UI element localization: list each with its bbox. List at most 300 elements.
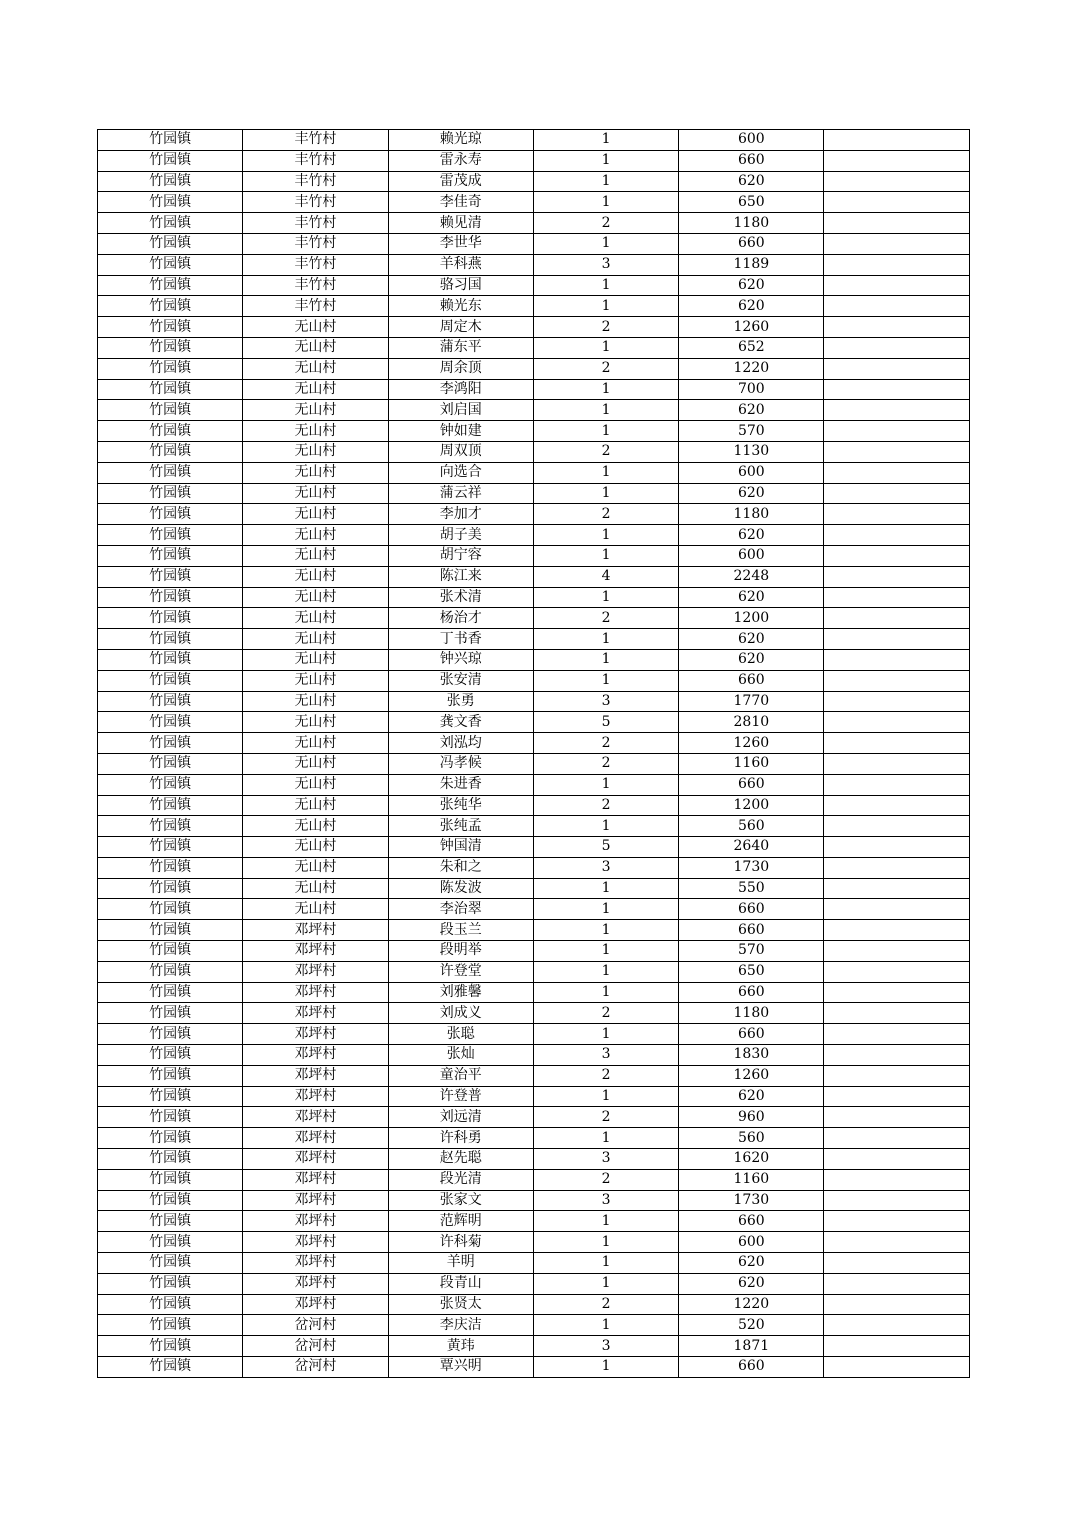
table-row (98, 691, 970, 712)
village-cell: 无山村 (243, 670, 388, 691)
amount-cell: 1260 (679, 1065, 824, 1086)
table-row (98, 317, 970, 338)
table-row (98, 504, 970, 525)
name-cell: 胡宁容 (388, 545, 533, 566)
village-cell: 岔河村 (243, 1315, 388, 1336)
town-cell: 竹园镇 (98, 629, 243, 650)
table-row (98, 525, 970, 546)
count-cell: 1 (533, 1253, 678, 1274)
town-cell: 竹园镇 (98, 525, 243, 546)
count-cell: 1 (533, 920, 678, 941)
town-cell: 竹园镇 (98, 961, 243, 982)
table-row (98, 1128, 970, 1149)
table-row (98, 795, 970, 816)
count-cell: 2 (533, 1169, 678, 1190)
town-cell: 竹园镇 (98, 733, 243, 754)
amount-cell: 2640 (679, 837, 824, 858)
name-cell: 雷茂成 (388, 171, 533, 192)
remark-cell (824, 837, 969, 858)
table-row (98, 587, 970, 608)
table-row (98, 400, 970, 421)
count-cell: 1 (533, 171, 678, 192)
table-row (98, 1273, 970, 1294)
table-row (98, 171, 970, 192)
village-cell: 邓坪村 (243, 1086, 388, 1107)
count-cell: 2 (533, 504, 678, 525)
town-cell: 竹园镇 (98, 1253, 243, 1274)
count-cell: 2 (533, 1294, 678, 1315)
town-cell: 竹园镇 (98, 504, 243, 525)
village-cell: 无山村 (243, 337, 388, 358)
village-cell: 丰竹村 (243, 296, 388, 317)
town-cell: 竹园镇 (98, 1003, 243, 1024)
amount-cell: 620 (679, 171, 824, 192)
table-row (98, 649, 970, 670)
count-cell: 2 (533, 1065, 678, 1086)
name-cell: 陈发波 (388, 878, 533, 899)
name-cell: 骆习国 (388, 275, 533, 296)
table-row (98, 150, 970, 171)
name-cell: 向选合 (388, 462, 533, 483)
name-cell: 李鸿阳 (388, 379, 533, 400)
count-cell: 1 (533, 878, 678, 899)
table-row (98, 961, 970, 982)
count-cell: 2 (533, 733, 678, 754)
table-row (98, 816, 970, 837)
amount-cell: 660 (679, 899, 824, 920)
name-cell: 周定木 (388, 317, 533, 338)
count-cell: 2 (533, 608, 678, 629)
count-cell: 2 (533, 317, 678, 338)
remark-cell (824, 462, 969, 483)
amount-cell: 700 (679, 379, 824, 400)
name-cell: 李治翠 (388, 899, 533, 920)
count-cell: 2 (533, 358, 678, 379)
name-cell: 张安清 (388, 670, 533, 691)
remark-cell (824, 1336, 969, 1357)
count-cell: 2 (533, 795, 678, 816)
table-row (98, 275, 970, 296)
village-cell: 邓坪村 (243, 1065, 388, 1086)
village-cell: 邓坪村 (243, 1128, 388, 1149)
remark-cell (824, 525, 969, 546)
table-row (98, 774, 970, 795)
table-row (98, 670, 970, 691)
amount-cell: 1220 (679, 1294, 824, 1315)
village-cell: 无山村 (243, 587, 388, 608)
remark-cell (824, 753, 969, 774)
count-cell: 3 (533, 1336, 678, 1357)
name-cell: 李加才 (388, 504, 533, 525)
table-row (98, 1149, 970, 1170)
remark-cell (824, 920, 969, 941)
town-cell: 竹园镇 (98, 1273, 243, 1294)
remark-cell (824, 941, 969, 962)
name-cell: 蒲东平 (388, 337, 533, 358)
count-cell: 1 (533, 1232, 678, 1253)
remark-cell (824, 733, 969, 754)
remark-cell (824, 358, 969, 379)
village-cell: 岔河村 (243, 1336, 388, 1357)
count-cell: 1 (533, 130, 678, 151)
amount-cell: 660 (679, 774, 824, 795)
town-cell: 竹园镇 (98, 566, 243, 587)
name-cell: 刘启国 (388, 400, 533, 421)
amount-cell: 600 (679, 130, 824, 151)
count-cell: 5 (533, 712, 678, 733)
table-row (98, 753, 970, 774)
town-cell: 竹园镇 (98, 275, 243, 296)
amount-cell: 1180 (679, 504, 824, 525)
table-row (98, 483, 970, 504)
village-cell: 无山村 (243, 483, 388, 504)
remark-cell (824, 1315, 969, 1336)
town-cell: 竹园镇 (98, 233, 243, 254)
count-cell: 2 (533, 441, 678, 462)
remark-cell (824, 899, 969, 920)
remark-cell (824, 1128, 969, 1149)
town-cell: 竹园镇 (98, 462, 243, 483)
village-cell: 邓坪村 (243, 1190, 388, 1211)
amount-cell: 620 (679, 587, 824, 608)
data-table (97, 129, 970, 1378)
table-row (98, 982, 970, 1003)
village-cell: 邓坪村 (243, 920, 388, 941)
remark-cell (824, 1065, 969, 1086)
count-cell: 1 (533, 1128, 678, 1149)
remark-cell (824, 400, 969, 421)
table-row (98, 920, 970, 941)
amount-cell: 652 (679, 337, 824, 358)
table-row (98, 878, 970, 899)
amount-cell: 1871 (679, 1336, 824, 1357)
amount-cell: 1200 (679, 608, 824, 629)
village-cell: 无山村 (243, 691, 388, 712)
table-row (98, 1003, 970, 1024)
remark-cell (824, 483, 969, 504)
name-cell: 刘雅馨 (388, 982, 533, 1003)
village-cell: 无山村 (243, 857, 388, 878)
count-cell: 1 (533, 1024, 678, 1045)
name-cell: 李世华 (388, 233, 533, 254)
name-cell: 李佳奇 (388, 192, 533, 213)
count-cell: 1 (533, 1357, 678, 1378)
remark-cell (824, 961, 969, 982)
town-cell: 竹园镇 (98, 150, 243, 171)
name-cell: 张贤太 (388, 1294, 533, 1315)
amount-cell: 1160 (679, 1169, 824, 1190)
remark-cell (824, 712, 969, 733)
town-cell: 竹园镇 (98, 753, 243, 774)
remark-cell (824, 629, 969, 650)
count-cell: 1 (533, 774, 678, 795)
town-cell: 竹园镇 (98, 899, 243, 920)
name-cell: 钟兴琼 (388, 649, 533, 670)
amount-cell: 1130 (679, 441, 824, 462)
village-cell: 无山村 (243, 400, 388, 421)
town-cell: 竹园镇 (98, 483, 243, 504)
count-cell: 1 (533, 379, 678, 400)
village-cell: 邓坪村 (243, 1232, 388, 1253)
table-row (98, 837, 970, 858)
remark-cell (824, 1357, 969, 1378)
village-cell: 邓坪村 (243, 1211, 388, 1232)
remark-cell (824, 649, 969, 670)
village-cell: 丰竹村 (243, 275, 388, 296)
amount-cell: 560 (679, 816, 824, 837)
village-cell: 丰竹村 (243, 192, 388, 213)
name-cell: 赖光东 (388, 296, 533, 317)
amount-cell: 1620 (679, 1149, 824, 1170)
village-cell: 邓坪村 (243, 982, 388, 1003)
count-cell: 1 (533, 629, 678, 650)
remark-cell (824, 857, 969, 878)
remark-cell (824, 213, 969, 234)
village-cell: 邓坪村 (243, 1294, 388, 1315)
name-cell: 段明举 (388, 941, 533, 962)
village-cell: 丰竹村 (243, 254, 388, 275)
count-cell: 1 (533, 1086, 678, 1107)
count-cell: 1 (533, 421, 678, 442)
count-cell: 1 (533, 982, 678, 1003)
remark-cell (824, 254, 969, 275)
remark-cell (824, 1107, 969, 1128)
count-cell: 1 (533, 670, 678, 691)
remark-cell (824, 1253, 969, 1274)
table-row (98, 1211, 970, 1232)
town-cell: 竹园镇 (98, 774, 243, 795)
amount-cell: 1200 (679, 795, 824, 816)
town-cell: 竹园镇 (98, 1294, 243, 1315)
name-cell: 张灿 (388, 1045, 533, 1066)
amount-cell: 620 (679, 649, 824, 670)
table-row (98, 1232, 970, 1253)
table-row (98, 1045, 970, 1066)
remark-cell (824, 1211, 969, 1232)
count-cell: 5 (533, 837, 678, 858)
amount-cell: 570 (679, 941, 824, 962)
town-cell: 竹园镇 (98, 171, 243, 192)
remark-cell (824, 795, 969, 816)
amount-cell: 650 (679, 961, 824, 982)
amount-cell: 620 (679, 1086, 824, 1107)
village-cell: 无山村 (243, 774, 388, 795)
name-cell: 刘成义 (388, 1003, 533, 1024)
amount-cell: 620 (679, 275, 824, 296)
name-cell: 羊明 (388, 1253, 533, 1274)
name-cell: 段光清 (388, 1169, 533, 1190)
remark-cell (824, 608, 969, 629)
amount-cell: 1260 (679, 733, 824, 754)
name-cell: 许科勇 (388, 1128, 533, 1149)
town-cell: 竹园镇 (98, 941, 243, 962)
amount-cell: 1730 (679, 857, 824, 878)
name-cell: 张纯孟 (388, 816, 533, 837)
amount-cell: 1260 (679, 317, 824, 338)
town-cell: 竹园镇 (98, 1357, 243, 1378)
count-cell: 1 (533, 899, 678, 920)
remark-cell (824, 1045, 969, 1066)
remark-cell (824, 1149, 969, 1170)
village-cell: 邓坪村 (243, 1273, 388, 1294)
table-row (98, 629, 970, 650)
village-cell: 无山村 (243, 379, 388, 400)
village-cell: 丰竹村 (243, 130, 388, 151)
remark-cell (824, 171, 969, 192)
table-row (98, 337, 970, 358)
town-cell: 竹园镇 (98, 982, 243, 1003)
amount-cell: 600 (679, 1232, 824, 1253)
remark-cell (824, 192, 969, 213)
name-cell: 钟国清 (388, 837, 533, 858)
remark-cell (824, 379, 969, 400)
village-cell: 无山村 (243, 525, 388, 546)
remark-cell (824, 1086, 969, 1107)
village-cell: 无山村 (243, 837, 388, 858)
remark-cell (824, 1273, 969, 1294)
table-row (98, 441, 970, 462)
count-cell: 1 (533, 816, 678, 837)
village-cell: 丰竹村 (243, 233, 388, 254)
remark-cell (824, 1169, 969, 1190)
count-cell: 1 (533, 296, 678, 317)
remark-cell (824, 691, 969, 712)
remark-cell (824, 275, 969, 296)
amount-cell: 1220 (679, 358, 824, 379)
amount-cell: 520 (679, 1315, 824, 1336)
count-cell: 3 (533, 691, 678, 712)
remark-cell (824, 545, 969, 566)
town-cell: 竹园镇 (98, 1024, 243, 1045)
name-cell: 许登普 (388, 1086, 533, 1107)
town-cell: 竹园镇 (98, 649, 243, 670)
table-row (98, 1294, 970, 1315)
town-cell: 竹园镇 (98, 130, 243, 151)
table-row (98, 941, 970, 962)
name-cell: 段青山 (388, 1273, 533, 1294)
town-cell: 竹园镇 (98, 1149, 243, 1170)
name-cell: 张聪 (388, 1024, 533, 1045)
amount-cell: 560 (679, 1128, 824, 1149)
village-cell: 无山村 (243, 649, 388, 670)
table-row (98, 1357, 970, 1378)
remark-cell (824, 1003, 969, 1024)
amount-cell: 660 (679, 1357, 824, 1378)
amount-cell: 660 (679, 233, 824, 254)
amount-cell: 660 (679, 670, 824, 691)
table-row (98, 857, 970, 878)
remark-cell (824, 1024, 969, 1045)
name-cell: 童治平 (388, 1065, 533, 1086)
town-cell: 竹园镇 (98, 1107, 243, 1128)
name-cell: 范辉明 (388, 1211, 533, 1232)
count-cell: 1 (533, 1315, 678, 1336)
town-cell: 竹园镇 (98, 400, 243, 421)
count-cell: 1 (533, 337, 678, 358)
table-row (98, 296, 970, 317)
village-cell: 邓坪村 (243, 941, 388, 962)
remark-cell (824, 587, 969, 608)
amount-cell: 600 (679, 545, 824, 566)
name-cell: 朱进香 (388, 774, 533, 795)
name-cell: 周双顶 (388, 441, 533, 462)
town-cell: 竹园镇 (98, 795, 243, 816)
town-cell: 竹园镇 (98, 1232, 243, 1253)
name-cell: 段玉兰 (388, 920, 533, 941)
table-row (98, 733, 970, 754)
name-cell: 羊科燕 (388, 254, 533, 275)
town-cell: 竹园镇 (98, 837, 243, 858)
town-cell: 竹园镇 (98, 1190, 243, 1211)
amount-cell: 620 (679, 1253, 824, 1274)
count-cell: 1 (533, 1211, 678, 1232)
name-cell: 冯孝候 (388, 753, 533, 774)
town-cell: 竹园镇 (98, 1211, 243, 1232)
name-cell: 蒲云祥 (388, 483, 533, 504)
amount-cell: 1830 (679, 1045, 824, 1066)
name-cell: 黄玮 (388, 1336, 533, 1357)
amount-cell: 570 (679, 421, 824, 442)
village-cell: 无山村 (243, 421, 388, 442)
table-row (98, 1024, 970, 1045)
town-cell: 竹园镇 (98, 712, 243, 733)
count-cell: 1 (533, 150, 678, 171)
remark-cell (824, 1294, 969, 1315)
table-row (98, 566, 970, 587)
village-cell: 邓坪村 (243, 1024, 388, 1045)
remark-cell (824, 421, 969, 442)
table-body (98, 130, 970, 1378)
town-cell: 竹园镇 (98, 317, 243, 338)
count-cell: 1 (533, 525, 678, 546)
table-row (98, 379, 970, 400)
amount-cell: 660 (679, 150, 824, 171)
village-cell: 岔河村 (243, 1357, 388, 1378)
amount-cell: 960 (679, 1107, 824, 1128)
name-cell: 刘泓均 (388, 733, 533, 754)
amount-cell: 660 (679, 1024, 824, 1045)
count-cell: 1 (533, 483, 678, 504)
amount-cell: 660 (679, 1211, 824, 1232)
remark-cell (824, 566, 969, 587)
town-cell: 竹园镇 (98, 379, 243, 400)
count-cell: 1 (533, 961, 678, 982)
amount-cell: 620 (679, 1273, 824, 1294)
count-cell: 1 (533, 545, 678, 566)
remark-cell (824, 816, 969, 837)
name-cell: 张纯华 (388, 795, 533, 816)
remark-cell (824, 774, 969, 795)
table-row (98, 1253, 970, 1274)
count-cell: 1 (533, 649, 678, 670)
table-row (98, 608, 970, 629)
count-cell: 1 (533, 1273, 678, 1294)
table-row (98, 421, 970, 442)
village-cell: 丰竹村 (243, 150, 388, 171)
amount-cell: 620 (679, 629, 824, 650)
village-cell: 无山村 (243, 816, 388, 837)
amount-cell: 620 (679, 525, 824, 546)
amount-cell: 1189 (679, 254, 824, 275)
table-row (98, 233, 970, 254)
count-cell: 2 (533, 213, 678, 234)
count-cell: 1 (533, 462, 678, 483)
table-row (98, 192, 970, 213)
name-cell: 赖见清 (388, 213, 533, 234)
amount-cell: 550 (679, 878, 824, 899)
name-cell: 赖光琼 (388, 130, 533, 151)
remark-cell (824, 150, 969, 171)
